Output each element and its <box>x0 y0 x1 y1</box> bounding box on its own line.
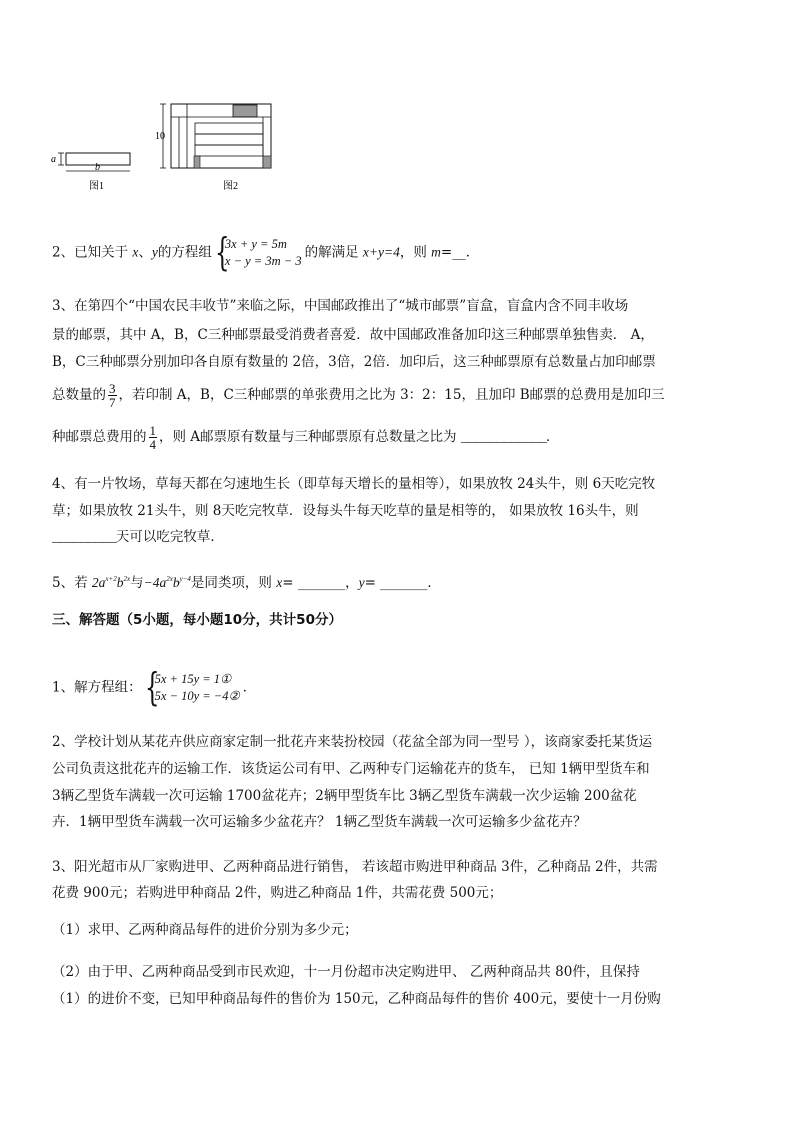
p3-sub-2-line-1: （2）由于甲、乙两种商品受到市民欢迎，十一月份超市决定购进甲、 乙两种商品共 80件，且保持 <box>52 964 640 980</box>
p2-line-2: 公司负责这批花卉的运输工作．该货运公司有甲、乙两种专门运输花卉的货车， 已知 1辆甲型货车和 <box>52 761 650 777</box>
q5-term1-sup1: x+2 <box>105 575 117 583</box>
fig2-inner-strip-3 <box>195 145 263 156</box>
q3-frac1-num: 3 <box>109 381 116 396</box>
fig2-label-10: 10 <box>155 131 165 142</box>
p3-line-1: 3、阳光超市从厂家购进甲、乙两种商品进行销售， 若该超市购进甲种商品 3件，乙种商品 2件，共需 <box>52 859 658 875</box>
section-3-heading: 三、解答题（5小题，每小题10分，共计50分） <box>52 612 342 628</box>
q3-line-2: 景的邮票，其中 A，B，C三种邮票最受消费者喜爱．故中国邮政准备加印这三种邮票单独售卖． A， <box>52 327 654 343</box>
p1-eq2: 5x − 10y = −4② <box>154 689 240 703</box>
q4-answer-blank: _________ <box>52 531 116 546</box>
q5-text-similar: 是同类项，则 <box>190 575 277 591</box>
q5-term2: −4a <box>143 575 167 590</box>
q4-line-3 <box>52 527 224 549</box>
fig1-label-b: b <box>95 162 100 173</box>
q2-var-x: x <box>132 244 139 260</box>
q4-line-3-text: 天可以吃完牧草． <box>115 529 224 545</box>
problem-1 <box>52 665 257 709</box>
q2-text-then: ，则 <box>399 244 432 261</box>
q2-brace: { <box>214 230 230 274</box>
p1-eq1: 5x + 15y = 1① <box>154 672 232 686</box>
q2-equation-system <box>214 230 302 274</box>
fig2-inner-strip-2 <box>195 134 263 145</box>
q3-line-4-b: ，若印制 A，B，C三种邮票的单张费用之比为 3：2：15，且加印 B邮票的总费用是加印三 <box>118 387 665 403</box>
fig2-inner-strip-1 <box>195 123 263 134</box>
q5-term2-sup2: y−4 <box>179 575 191 583</box>
q5-term2-mid: b <box>172 575 180 590</box>
q5-var-x: x <box>276 575 283 590</box>
q5-blank-y: = _______． <box>364 575 441 591</box>
question-2 <box>52 230 480 274</box>
q3-frac2-den: 4 <box>149 437 156 452</box>
p2-line-3: 3辆乙型货车满载一次可运输 1700盆花卉；2辆甲型货车比 3辆乙型货车满载一次少运输 200盆花 <box>52 788 637 804</box>
fig1-label-a: a <box>51 154 56 165</box>
question-5 <box>52 569 441 593</box>
q3-frac1-den: 7 <box>109 395 116 410</box>
q3-line-5-a: 种邮票总费用的 <box>52 429 147 445</box>
q5-var-y: y <box>358 575 365 590</box>
q3-fraction-1-4 <box>149 424 158 451</box>
q5-number: 5、若 <box>52 575 92 591</box>
q2-var-y: y <box>151 244 158 260</box>
q3-answer-blank: ____________． <box>460 431 559 446</box>
q5-text-and: 与 <box>130 575 144 591</box>
p1-label: 1、解方程组： <box>52 679 142 696</box>
q2-sep: 、 <box>138 244 152 261</box>
q2-eq2: x − y = 3m − 3 <box>224 254 302 268</box>
q3-line-5 <box>52 424 559 451</box>
q3-line-4-a: 总数量的 <box>52 387 106 403</box>
q2-number: 2、 <box>52 244 75 261</box>
q3-line-4 <box>52 382 665 409</box>
figure-1 <box>51 153 130 192</box>
q3-line-1: 3、在第四个“中国农民丰收节”来临之际，中国邮政推出了“城市邮票”盲盒，盲盒内含不同丰收场 <box>52 298 629 314</box>
q3-line-5-b: ，则 A邮票原有数量与三种邮票原有总数量之比为 <box>159 429 461 445</box>
q5-term1-mid: b <box>116 575 124 590</box>
p3-sub-1: （1）求甲、乙两种商品每件的进价分别为多少元； <box>52 922 358 938</box>
figure-2 <box>155 104 271 192</box>
q5-term1-sup2: 2x <box>123 575 131 583</box>
q3-fraction-3-7 <box>108 382 117 409</box>
p2-line-4: 卉．1辆甲型货车满载一次可运输多少盆花卉？ 1辆乙型货车满载一次可运输多少盆花卉？ <box>52 814 587 830</box>
q4-line-1: 4、有一片牧场，草每天都在匀速地生长（即草每天增长的量相等），如果放牧 24头牛，则 6天吃完牧 <box>52 476 656 492</box>
p3-sub-2-line-2: （1）的进价不变，已知甲种商品每件的售价为 150元，乙种商品每件的售价 400元，要使十一月份购 <box>52 991 661 1007</box>
p2-line-1: 2、学校计划从某花卉供应商家定制一批花卉来装扮校园（花盆全部为同一型号 ），该商家委托某货运 <box>52 734 653 750</box>
p1-end: ． <box>242 679 257 696</box>
q2-var-m: m <box>431 244 441 260</box>
fig2-shaded-bottom-left <box>194 156 200 168</box>
p1-equation-system <box>144 665 240 709</box>
q2-condition: x+y=4 <box>362 244 400 260</box>
q2-text-mid: 的方程组 <box>157 244 212 261</box>
q2-eq1: 3x + y = 5m <box>224 237 287 251</box>
q2-text-before: 已知关于 <box>74 244 133 261</box>
q2-text-after: 的解满足 <box>304 244 363 261</box>
q5-blank-x: = _______， <box>282 575 359 591</box>
q5-term2-sup1: 2x <box>166 575 173 583</box>
fig2-shaded-bottom-right <box>263 156 271 168</box>
q2-blank: =__． <box>440 244 480 261</box>
fig2-shaded-top <box>233 105 257 117</box>
q3-frac2-num: 1 <box>149 423 156 438</box>
fig1-caption: 图1 <box>89 181 104 192</box>
p3-line-2: 花费 900元；若购进甲种商品 2件，购进乙种商品 1件，共需花费 500元； <box>52 885 503 901</box>
q5-term1: 2a <box>91 575 106 590</box>
p1-brace: { <box>144 665 160 709</box>
figure-area <box>0 0 794 200</box>
fig2-caption: 图2 <box>223 181 238 192</box>
q3-line-3: B，C三种邮票分别加印各自原有数量的 2倍，3倍，2倍．加印后，这三种邮票原有总数量占加印邮票 <box>52 354 656 370</box>
q4-line-2: 草；如果放牧 21头牛，则 8天吃完牧草．设每头牛每天吃草的量是相等的， 如果放牧 16头牛，则 <box>52 503 639 519</box>
